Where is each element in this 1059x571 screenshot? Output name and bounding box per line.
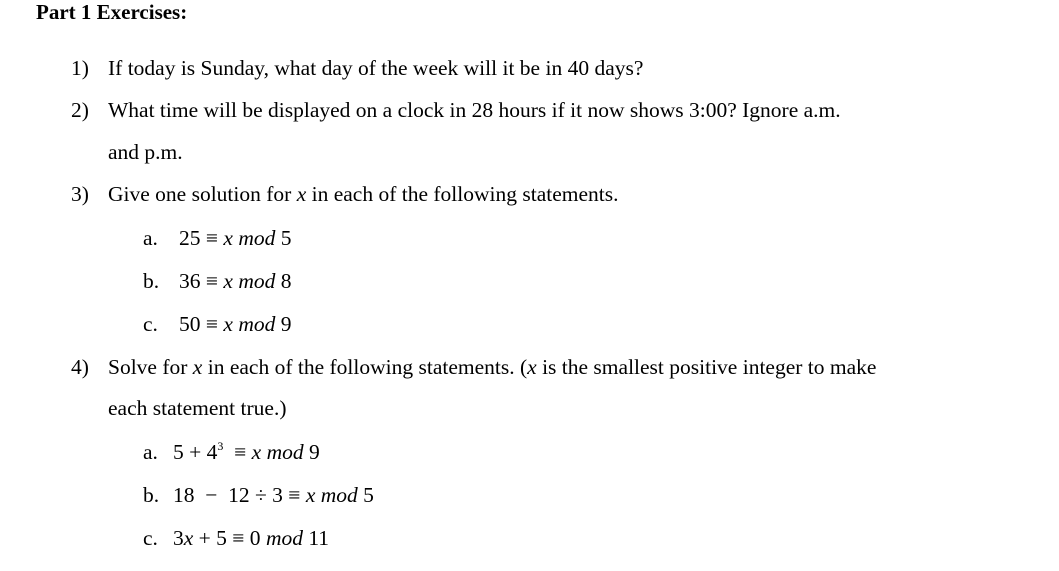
equation: 25 ≡ x mod 5 bbox=[179, 226, 292, 250]
variable: x bbox=[192, 355, 203, 379]
variable: x bbox=[527, 355, 537, 379]
question-number: 2) bbox=[71, 98, 89, 122]
question-text: What time will be displayed on a clock in 28 hours if it now shows 3:00? Ignore a.m. bbox=[108, 98, 841, 122]
part-letter: a. bbox=[143, 226, 158, 250]
equation: 36 ≡ x mod 8 bbox=[179, 269, 292, 293]
question-text: and p.m. bbox=[108, 140, 183, 164]
question-text: Give one solution for x in each of the following statements. bbox=[108, 182, 619, 206]
part-letter: c. bbox=[143, 312, 158, 336]
question-number: 4) bbox=[71, 355, 89, 379]
question-text: Solve for x in each of the following statements. (x is the smallest positive integer to make bbox=[108, 355, 877, 379]
part-letter: b. bbox=[143, 269, 160, 293]
question-number: 1) bbox=[71, 56, 89, 80]
equation: 3x + 5 ≡ 0 mod 11 bbox=[173, 526, 330, 550]
part-letter: b. bbox=[143, 483, 160, 507]
part-letter: a. bbox=[143, 440, 158, 464]
equation: $5 + 4^3 \equiv x$ mod 9 bbox=[173, 439, 320, 464]
question-text: each statement true.) bbox=[108, 396, 287, 420]
variable: x bbox=[296, 182, 307, 206]
equation: 50 ≡ x mod 9 bbox=[179, 312, 292, 336]
equation: 18 − 12 ÷ 3 ≡ x mod 5 bbox=[173, 483, 374, 507]
question-number: 3) bbox=[71, 182, 89, 206]
page-title: Part 1 Exercises: bbox=[36, 0, 188, 24]
part-letter: c. bbox=[143, 526, 158, 550]
exponent: 3 bbox=[217, 439, 224, 453]
question-text: If today is Sunday, what day of the week will it be in 40 days? bbox=[108, 56, 644, 80]
